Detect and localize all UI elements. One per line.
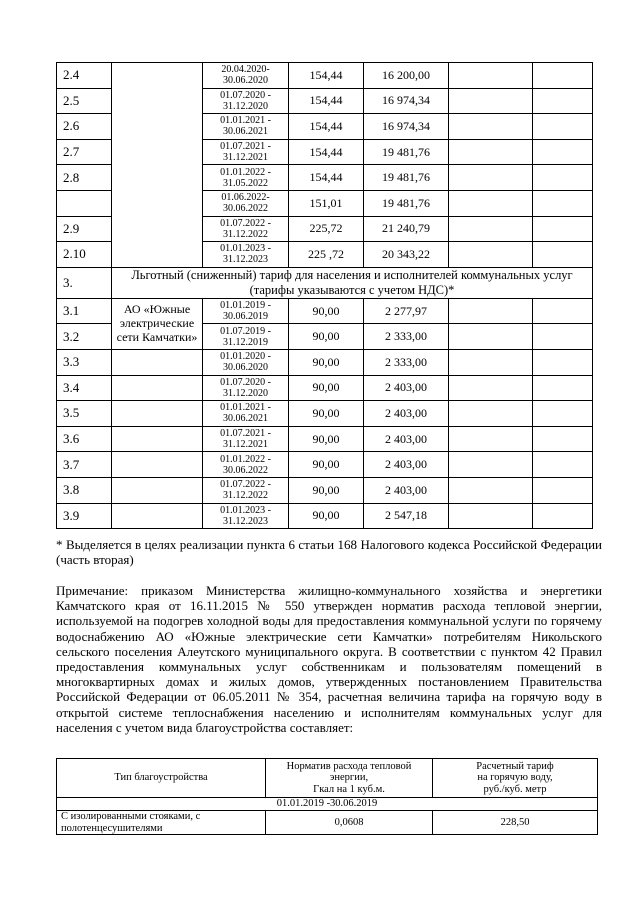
org-cell-empty <box>112 452 203 478</box>
norm-value: 90,00 <box>289 298 364 324</box>
tariff-value: 19 481,76 <box>364 190 449 216</box>
period-cell <box>203 401 289 427</box>
period-start: 01.01.2023 - <box>220 243 271 255</box>
organization-name-line2: электрические <box>119 315 195 330</box>
row-number: 3.9 <box>57 503 112 529</box>
period-start: 01.01.2021 - <box>220 402 271 414</box>
period-end: 31.12.2022 <box>223 228 268 240</box>
norm-table-data-row <box>57 811 598 835</box>
period-end: 30.06.2019 <box>223 311 268 323</box>
empty-cell <box>533 114 593 140</box>
empty-cell <box>533 324 593 350</box>
header-norm-line1: Норматив расхода тепловой <box>286 760 412 772</box>
header-tariff-line2: на горячую воду, <box>477 772 553 784</box>
period-cell <box>203 349 289 375</box>
norm-value: 154,44 <box>289 165 364 191</box>
tariff-table-body-section2 <box>57 63 593 268</box>
empty-cell <box>449 298 533 324</box>
norm-value: 90,00 <box>289 452 364 478</box>
period-cell <box>203 63 289 89</box>
norm-table <box>56 758 598 835</box>
tariff-value: 2 547,18 <box>364 503 449 529</box>
tariff-value: 2 403,00 <box>364 426 449 452</box>
empty-cell <box>533 401 593 427</box>
row-number: 2.5 <box>57 88 112 114</box>
period-cell <box>203 139 289 165</box>
row-number: 2.9 <box>57 216 112 242</box>
header-norm-line2: энергии, <box>329 772 369 784</box>
period-end: 31.12.2021 <box>223 439 268 451</box>
tariff-table-body-section3-rows <box>57 298 593 528</box>
period-start: 01.07.2020 - <box>220 89 271 101</box>
row-number: 3.2 <box>57 324 112 350</box>
period-start: 01.01.2020 - <box>220 351 271 363</box>
empty-cell <box>533 503 593 529</box>
period-cell <box>203 298 289 324</box>
norm-value: 90,00 <box>289 426 364 452</box>
row-number: 2.10 <box>57 242 112 268</box>
period-cell <box>203 477 289 503</box>
period-cell <box>203 324 289 350</box>
row-number: 2.6 <box>57 114 112 140</box>
period-cell <box>203 88 289 114</box>
period-cell <box>203 190 289 216</box>
table-row <box>57 298 593 324</box>
period-start: 01.01.2021 - <box>220 115 271 127</box>
empty-cell <box>449 375 533 401</box>
empty-cell <box>449 63 533 89</box>
period-end: 31.12.2023 <box>223 515 268 527</box>
period-end: 31.12.2021 <box>223 152 268 164</box>
row-number: 2.7 <box>57 139 112 165</box>
org-cell-empty <box>112 63 203 268</box>
period-cell <box>203 242 289 268</box>
empty-cell <box>533 452 593 478</box>
row-number <box>57 190 112 216</box>
tariff-value: 16 200,00 <box>364 63 449 89</box>
norm-value: 90,00 <box>289 324 364 350</box>
norm-value: 154,44 <box>289 139 364 165</box>
period-cell <box>203 165 289 191</box>
empty-cell <box>449 242 533 268</box>
empty-cell <box>449 349 533 375</box>
org-cell-empty <box>112 349 203 375</box>
tariff-value: 20 343,22 <box>364 242 449 268</box>
row-number: 2.8 <box>57 165 112 191</box>
norm-table-header-row <box>57 759 598 798</box>
norm-value: 154,44 <box>289 63 364 89</box>
period-cell <box>203 375 289 401</box>
period-end: 30.06.2022 <box>223 203 268 215</box>
tariff-value: 16 974,34 <box>364 88 449 114</box>
row-number: 3.1 <box>57 298 112 324</box>
period-end: 31.12.2022 <box>223 490 268 502</box>
norm-value: 225 ,72 <box>289 242 364 268</box>
norm-table-period-row <box>57 798 598 811</box>
table-row <box>57 349 593 375</box>
organization-name-line3: сети Камчатки» <box>116 329 198 344</box>
empty-cell <box>449 165 533 191</box>
header-tariff-line1: Расчетный тариф <box>476 760 554 772</box>
period-cell <box>203 503 289 529</box>
row-number: 3.5 <box>57 401 112 427</box>
period-start: 20.04.2020- <box>221 64 270 76</box>
empty-cell <box>533 139 593 165</box>
tariff-value: 16 974,34 <box>364 114 449 140</box>
tariff-value: 2 277,97 <box>364 298 449 324</box>
period-cell <box>203 452 289 478</box>
org-cell-empty <box>112 401 203 427</box>
period-start: 01.06.2022- <box>221 192 270 204</box>
table-row <box>57 63 593 89</box>
period-start: 01.07.2021 - <box>220 141 271 153</box>
empty-cell <box>449 114 533 140</box>
norm-value: 90,00 <box>289 401 364 427</box>
empty-cell <box>449 324 533 350</box>
period-start: 01.07.2021 - <box>220 428 271 440</box>
row-number: 2.4 <box>57 63 112 89</box>
tariff-value: 2 333,00 <box>364 324 449 350</box>
org-cell-empty <box>112 477 203 503</box>
norm-value: 154,44 <box>289 114 364 140</box>
tariff-value: 19 481,76 <box>364 165 449 191</box>
empty-cell <box>533 216 593 242</box>
header-norm-line3: Гкал на 1 куб.м. <box>313 783 385 795</box>
table-row <box>57 401 593 427</box>
tariff-value: 2 403,00 <box>364 477 449 503</box>
row-norm: 0,0608 <box>266 811 433 835</box>
table-row <box>57 426 593 452</box>
empty-cell <box>533 375 593 401</box>
section3-title-line1: Льготный (сниженный) тариф для населения и исполнителей коммунальных услуг <box>131 267 573 282</box>
tariff-value: 19 481,76 <box>364 139 449 165</box>
table-row <box>57 477 593 503</box>
period-start: 01.01.2022 - <box>220 166 271 178</box>
empty-cell <box>533 349 593 375</box>
period-end: 30.06.2021 <box>223 126 268 138</box>
empty-cell <box>533 165 593 191</box>
tariff-value: 2 403,00 <box>364 452 449 478</box>
header-tariff <box>433 759 598 798</box>
row-number: 3.4 <box>57 375 112 401</box>
empty-cell <box>533 63 593 89</box>
section3-header-row <box>57 267 593 298</box>
tariff-table <box>56 62 593 529</box>
period-cell <box>203 114 289 140</box>
row-number: 3.6 <box>57 426 112 452</box>
empty-cell <box>449 426 533 452</box>
tariff-value: 21 240,79 <box>364 216 449 242</box>
row-type: С изолированными стояками, с полотенцесушителями <box>57 811 266 835</box>
norm-value: 154,44 <box>289 88 364 114</box>
empty-cell <box>449 401 533 427</box>
header-tariff-line3: руб./куб. метр <box>483 783 547 795</box>
period-end: 30.06.2020 <box>223 75 268 87</box>
org-cell-empty <box>112 426 203 452</box>
organization-name <box>112 298 203 349</box>
period-start: 01.01.2023 - <box>220 504 271 516</box>
empty-cell <box>449 477 533 503</box>
empty-cell <box>449 503 533 529</box>
period-start: 01.01.2022 - <box>220 453 271 465</box>
period-start: 01.07.2022 - <box>220 479 271 491</box>
period-end: 30.06.2022 <box>223 464 268 476</box>
empty-cell <box>449 190 533 216</box>
section3-title-line2: (тарифы указываются с учетом НДС)* <box>249 282 455 297</box>
norm-value: 151,01 <box>289 190 364 216</box>
table-row <box>57 375 593 401</box>
section3-number: 3. <box>57 267 112 298</box>
organization-name-line1: АО «Южные <box>123 301 191 316</box>
period-end: 31.12.2020 <box>223 100 268 112</box>
row-tariff: 228,50 <box>433 811 598 835</box>
note-paragraph: Примечание: приказом Министерства жилищно-коммунального хозяйства и энергетики Камчатского края от 16.11.2015 № 550 утвержден норматив расхода тепловой энергии, используемой на подогрев холодной воды для предоставления коммунальной услуги по горячему водоснабжению АО «Южные электрические сети Камчатки» потребителям Никольского сельского поселения Алеутского муниципального округа. В соответствии с пунктом 42 Правил предоставления коммунальных услуг собственникам и пользователям помещений в многоквартирных домах и жилых домов, утвержденных постановлением Правительства Российской Федерации от 06.05.2011 № 354, расчетная величина тарифа на горячую воду в открытой системе теплоснабжения населению и исполнителям коммунальных услуг для населения с учетом вида благоустройства составляет: <box>56 583 602 735</box>
section3-title <box>112 267 593 298</box>
empty-cell <box>533 88 593 114</box>
tariff-value: 2 403,00 <box>364 401 449 427</box>
tariff-table-body-section3 <box>57 267 593 298</box>
norm-value: 225,72 <box>289 216 364 242</box>
tariff-value: 2 333,00 <box>364 349 449 375</box>
norm-value: 90,00 <box>289 375 364 401</box>
norm-value: 90,00 <box>289 477 364 503</box>
period-end: 31.12.2019 <box>223 336 268 348</box>
empty-cell <box>449 139 533 165</box>
row-number: 3.7 <box>57 452 112 478</box>
table-row <box>57 503 593 529</box>
period-end: 31.05.2022 <box>223 177 268 189</box>
table-row <box>57 452 593 478</box>
period-start: 01.01.2019 - <box>220 300 271 312</box>
norm-value: 90,00 <box>289 349 364 375</box>
empty-cell <box>449 452 533 478</box>
period-cell: 01.01.2019 -30.06.2019 <box>57 798 598 811</box>
period-start: 01.07.2019 - <box>220 325 271 337</box>
period-start: 01.07.2020 - <box>220 376 271 388</box>
row-number: 3.3 <box>57 349 112 375</box>
period-end: 30.06.2021 <box>223 413 268 425</box>
header-norm <box>266 759 433 798</box>
empty-cell <box>533 298 593 324</box>
header-type: Тип благоустройства <box>57 759 266 798</box>
tariff-value: 2 403,00 <box>364 375 449 401</box>
vat-footnote: * Выделяется в целях реализации пункта 6 статьи 168 Налогового кодекса Российской Федерации (часть вторая) <box>56 537 602 568</box>
empty-cell <box>449 216 533 242</box>
empty-cell <box>533 242 593 268</box>
norm-value: 90,00 <box>289 503 364 529</box>
period-cell <box>203 426 289 452</box>
row-number: 3.8 <box>57 477 112 503</box>
empty-cell <box>449 88 533 114</box>
period-start: 01.07.2022 - <box>220 217 271 229</box>
period-end: 31.12.2023 <box>223 254 268 266</box>
empty-cell <box>533 190 593 216</box>
org-cell-empty <box>112 503 203 529</box>
empty-cell <box>533 426 593 452</box>
org-cell-empty <box>112 375 203 401</box>
period-end: 30.06.2020 <box>223 362 268 374</box>
period-cell <box>203 216 289 242</box>
period-end: 31.12.2020 <box>223 387 268 399</box>
empty-cell <box>533 477 593 503</box>
